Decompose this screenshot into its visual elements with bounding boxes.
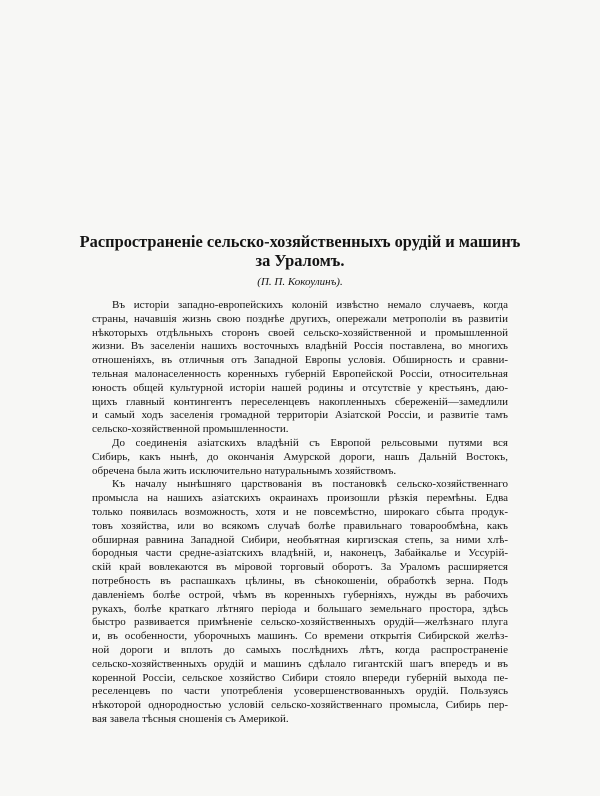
text-line: обширная равнина Западной Сибири, необъятная киргизская степь, за ними хлѣ- xyxy=(92,533,508,546)
text-line: рукахъ, болѣе краткаго лѣтняго періода и большаго земельнаго простора, здѣсь xyxy=(92,602,508,615)
text-line: жизни. Въ заселеніи нашихъ восточныхъ владѣній Россія поставлена, во многихъ xyxy=(92,340,508,353)
article-body xyxy=(92,299,508,727)
text-line: товъ хозяйства, или во всякомъ случаѣ болѣе правильнаго товарообмѣна, какъ xyxy=(92,519,508,532)
text-line: и самый ходъ заселенія громадной территоріи Азіатской Россіи, и развитіе тамъ xyxy=(92,409,508,422)
text-line: сельско-хозяйственныхъ орудій и машинъ сдѣлало гигантскій шагъ впередъ и въ xyxy=(92,657,508,670)
text-line: обречена была жить исключительно натуральнымъ хозяйствомъ. xyxy=(92,464,397,477)
text-line: ной дороги и вплоть до самыхъ послѣднихъ лѣтъ, когда распространеніе xyxy=(92,643,508,656)
text-line: юность общей культурной исторіи нашей родины и отсутствіе у крестьянъ, даю- xyxy=(92,381,508,394)
text-line: До соединенія азіатскихъ владѣній съ Европой рельсовыми путями вся xyxy=(112,436,508,449)
text-line: сельско-хозяйственной промышленности. xyxy=(92,423,289,436)
text-line: отношеніяхъ, въ отличныя отъ Западной Европы условія. Обширность и сравни- xyxy=(92,354,508,367)
article-title xyxy=(60,232,540,270)
text-line: нѣкоторыхъ отдѣльныхъ сторонъ своей сельско-хозяйственной и промышленной xyxy=(92,326,508,339)
text-line: вая завела тѣсныя сношенія съ Америкой. xyxy=(92,712,289,725)
title-line-1: Распространеніе сельско-хозяйственныхъ орудій и машинъ xyxy=(79,232,521,251)
title-line-2: за Ураломъ. xyxy=(255,251,345,270)
text-line: коренной Россіи, сельское хозяйство Сибири стояло впереди губерній выхода пе- xyxy=(92,671,508,684)
text-line: Въ исторіи западно-европейскихъ колоній извѣстно немало случаевъ, когда xyxy=(112,299,508,311)
text-line: потребность въ распашкахъ цѣлины, въ сѣнокошеніи, обработкѣ зерна. Подъ xyxy=(92,574,508,587)
text-line: и, въ особенности, уборочныхъ машинъ. Со времени открытія Сибирской желѣз- xyxy=(92,630,508,643)
text-line: скій край вовлекаются въ міровой торговый оборотъ. За Ураломъ расширяется xyxy=(92,561,508,574)
text-line: Сибирь, какъ нынѣ, до окончанія Амурской дороги, нашъ Дальній Востокъ, xyxy=(92,450,508,463)
text-line: щихъ главный контингентъ переселенцевъ накопленныхъ сбереженій—замедлили xyxy=(92,395,508,408)
text-line: бородныя части средне-азіатскихъ владѣній, и, наконецъ, Забайкалье и Уссурій- xyxy=(92,547,508,560)
paragraph xyxy=(92,299,508,437)
text-line: только появилась возможность, хотя и не повсемѣстно, широкаго сбыта продук- xyxy=(92,505,508,518)
text-line: страны, начавшія жизнь свою позднѣе другихъ, опережали метрополіи въ развитіи xyxy=(92,312,508,325)
text-line: нѣкоторой однородностью условій сельско-хозяйственнаго промысла, Сибирь пер- xyxy=(92,699,508,712)
author-byline: (П. П. Кокоулинъ). xyxy=(257,276,343,288)
text-line: промысла на нашихъ азіатскихъ окраинахъ произошли рѣзкія перемѣны. Едва xyxy=(92,492,508,505)
text-line: давленіемъ болѣе острой, чѣмъ въ коренныхъ губерніяхъ, нужды въ рабочихъ xyxy=(92,588,508,601)
paragraph xyxy=(92,478,508,726)
paragraph xyxy=(92,437,508,478)
text-line: быстро развивается примѣненіе сельско-хозяйственныхъ орудій—желѣзнаго плуга xyxy=(92,616,508,629)
text-line: реселенцевъ по части употребленія усовершенствованныхъ орудій. Пользуясь xyxy=(92,685,508,698)
text-line: Къ началу нынѣшняго царствованія въ постановкѣ сельско-хозяйственнаго xyxy=(112,478,508,491)
text-line: тельная малонаселенность коренныхъ губерній Европейской Россіи, относительная xyxy=(92,367,508,380)
